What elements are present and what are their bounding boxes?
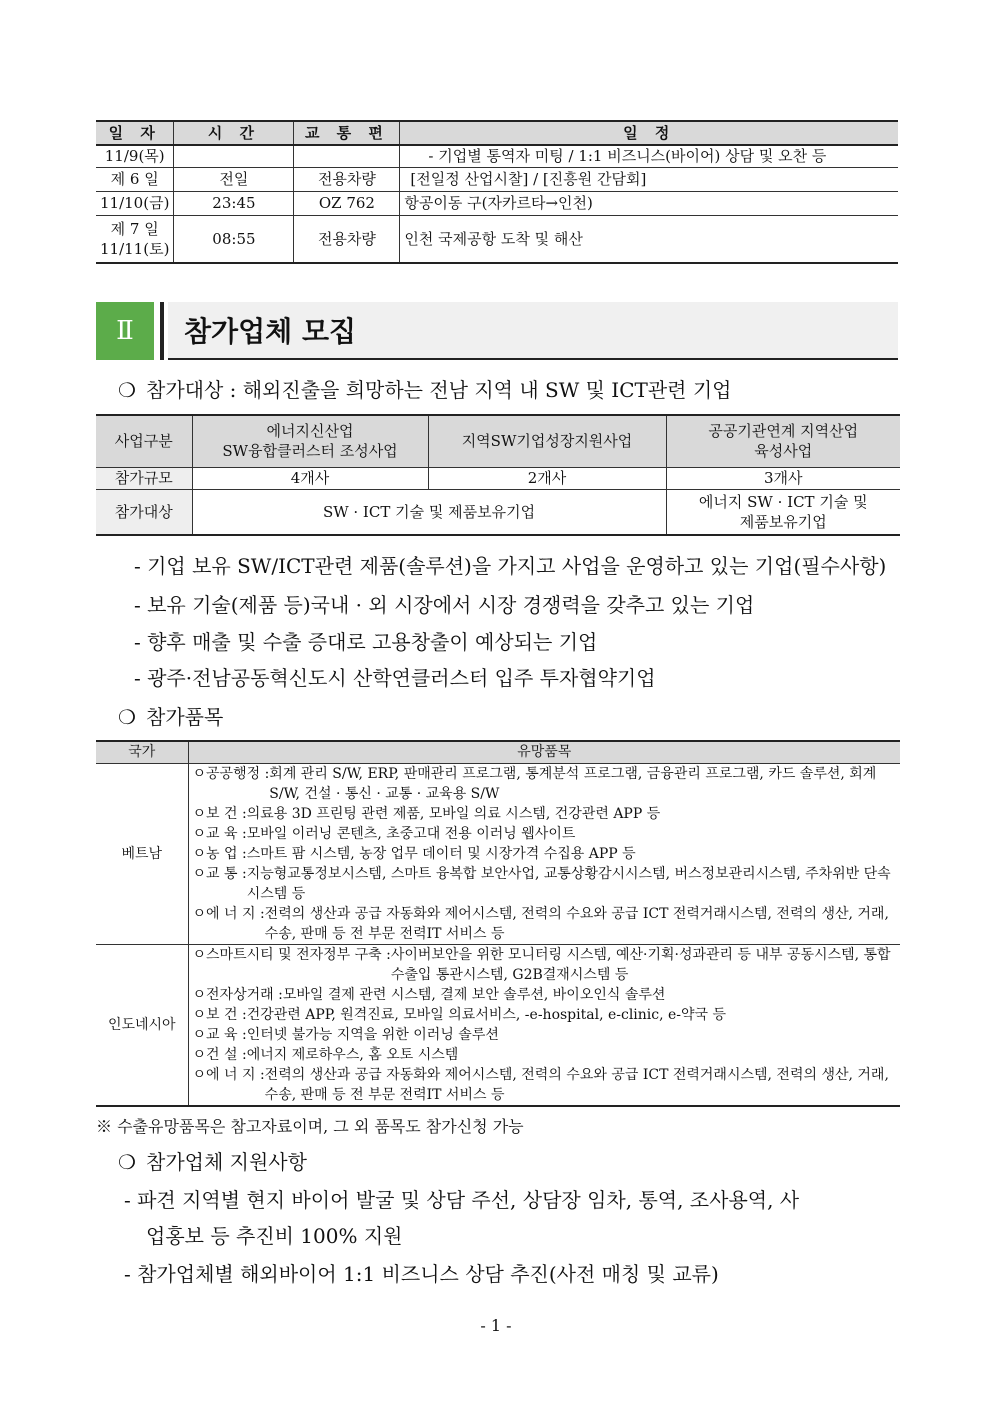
item-text: 건강관련 APP, 원격진료, 모바일 의료서비스, -e-hospital, e-clinic, e-약국 등	[246, 1006, 727, 1023]
items-bullet	[118, 701, 223, 730]
item-line	[193, 945, 897, 985]
header-public-link-line2: 육성사업	[754, 442, 813, 461]
cell-plan: - 기업별 통역자 미팅 / 1:1 비즈니스(바이어) 상담 및 오찬 등	[400, 145, 898, 167]
cell-transport	[294, 145, 400, 167]
item-text: 전력의 생산과 공급 자동화와 제어시스템, 전력의 수요와 공급 ICT 전력거래시스템, 전력의 생산, 거래, 수송, 판매 등 전 부문 전력IT 서비스 등	[264, 905, 889, 942]
cell-transport: 전용차량	[294, 215, 400, 263]
page-number: - 1 -	[480, 1316, 512, 1335]
header-regional-sw: 지역SW기업성장지원사업	[428, 415, 666, 467]
circle-bullet-icon: ❍	[118, 378, 136, 402]
section-number: Ⅱ	[96, 302, 154, 360]
item-label: ㅇ전자상거래 :	[192, 986, 283, 1003]
item-line	[193, 764, 897, 804]
item-label: ㅇ스마트시티 및 전자정부 구축 :	[192, 946, 391, 963]
section-title: 참가업체 모집	[168, 302, 898, 358]
cell-scale-2: 2개사	[428, 467, 666, 489]
header-energy-sw-line2: SW융합클러스터 조성사업	[222, 442, 398, 461]
date-calendar: 11/11(토)	[100, 239, 170, 258]
item-text: 에너지 제로하우스, 홈 오토 시스템	[246, 1046, 459, 1063]
cell-date: 11/9(목)	[96, 145, 174, 167]
item-line	[193, 1005, 897, 1025]
item-label: ㅇ에 너 지 :	[192, 1066, 265, 1083]
support-bullet-text: 참가업체 지원사항	[146, 1150, 307, 1174]
cell-scale-1: 4개사	[192, 467, 428, 489]
item-line	[193, 844, 897, 864]
header-time: 시 간	[174, 121, 294, 145]
item-line	[193, 1025, 897, 1045]
item-line	[193, 1065, 897, 1105]
item-line	[193, 824, 897, 844]
cell-target-sw-ict: SW · ICT 기술 및 제품보유기업	[192, 489, 666, 535]
cell-target-energy	[666, 489, 900, 535]
item-text: 모바일 결제 관련 시스템, 결제 보안 솔루션, 바이오인식 솔루션	[282, 986, 666, 1003]
header-public-link	[666, 415, 900, 467]
item-line	[193, 804, 897, 824]
cell-plan: 인천 국제공항 도착 및 해산	[400, 215, 898, 263]
item-text: 지능형교통정보시스템, 스마트 융복합 보안사업, 교통상황감시시스템, 버스정보관리시스템, 주차위반 단속시스템 등	[246, 865, 891, 902]
item-line	[193, 985, 897, 1005]
header-country: 국가	[96, 741, 188, 763]
cell-transport: OZ 762	[294, 191, 400, 215]
table-row	[96, 191, 898, 215]
item-label: ㅇ교 육 :	[192, 1026, 247, 1043]
item-label: ㅇ농 업 :	[192, 845, 247, 862]
item-line	[193, 864, 897, 904]
schedule-table	[96, 120, 898, 264]
cell-transport: 전용차량	[294, 167, 400, 191]
item-label: ㅇ보 건 :	[192, 1006, 247, 1023]
cell-time	[174, 145, 294, 167]
cell-date	[96, 215, 174, 263]
cell-date: 11/10(금)	[96, 191, 174, 215]
participation-table	[96, 414, 900, 536]
items-bullet-text: 참가품목	[146, 705, 224, 729]
cell-target-energy-line1: 에너지 SW · ICT 기술 및	[698, 492, 868, 511]
item-label: ㅇ교 통 :	[192, 865, 247, 882]
participation-header-row	[96, 415, 900, 467]
vietnam-items	[188, 763, 900, 944]
header-energy-sw-line1: 에너지신산업	[266, 422, 354, 441]
item-label: ㅇ교 육 :	[192, 825, 247, 842]
requirement-item: - 향후 매출 및 수출 증대로 고용창출이 예상되는 기업	[134, 630, 598, 654]
table-row	[96, 167, 898, 191]
requirement-item: - 기업 보유 SW/ICT관련 제품(솔루션)을 가지고 사업을 운영하고 있는 기업(필수사항)	[134, 554, 887, 578]
header-transport: 교 통 편	[294, 121, 400, 145]
item-label: ㅇ건 설 :	[192, 1046, 247, 1063]
requirement-item: - 광주·전남공동혁신도시 산학연클러스터 입주 투자협약기업	[134, 666, 656, 690]
item-label: ㅇ에 너 지 :	[192, 905, 265, 922]
support-item-continued: 업홍보 등 추진비 100% 지원	[146, 1224, 403, 1248]
circle-bullet-icon: ❍	[118, 1150, 136, 1174]
header-plan: 일 정	[400, 121, 898, 145]
item-text: 사이버보안을 위한 모니터링 시스템, 예산·기획·성과관리 등 내부 공동시스템, 통합 수출입 통관시스템, G2B결재시스템 등	[390, 946, 891, 983]
table-row	[96, 763, 900, 944]
items-header-row	[96, 741, 900, 763]
header-category: 사업구분	[96, 415, 192, 467]
cell-scale-3: 3개사	[666, 467, 900, 489]
cell-target-energy-line2: 제품보유기업	[739, 512, 827, 531]
table-row	[96, 215, 898, 263]
cell-date: 제 6 일	[96, 167, 174, 191]
support-item: - 파견 지역별 현지 바이어 발굴 및 상담 주선, 상담장 임차, 통역, 조사용역, 사	[124, 1188, 800, 1212]
target-text: 참가대상 : 해외진출을 희망하는 전남 지역 내 SW 및 ICT관련 기업	[146, 378, 732, 402]
items-note: ※ 수출유망품목은 참고자료이며, 그 외 품목도 참가신청 가능	[96, 1117, 524, 1136]
target-bullet	[118, 374, 731, 403]
support-bullet	[118, 1146, 307, 1175]
cell-plan: 항공이동 구(자카르타→인천)	[400, 191, 898, 215]
cell-time: 전일	[174, 167, 294, 191]
cell-time: 23:45	[174, 191, 294, 215]
support-item: - 참가업체별 해외바이어 1:1 비즈니스 상담 추진(사전 매칭 및 교류)	[124, 1262, 719, 1286]
item-text: 회계 관리 S/W, ERP, 판매관리 프로그램, 통계분석 프로그램, 금융관리 프로그램, 카드 솔루션, 회계 S/W, 건설 · 통신 · 교통 · 교육용 S/W	[269, 765, 877, 802]
country-indonesia: 인도네시아	[96, 944, 188, 1106]
item-text: 모바일 이러닝 콘텐츠, 초중고대 전용 이러닝 웹사이트	[246, 825, 576, 842]
table-row	[96, 944, 900, 1106]
section-underline	[168, 358, 898, 360]
table-row	[96, 467, 900, 489]
country-vietnam: 베트남	[96, 763, 188, 944]
item-line	[193, 1045, 897, 1065]
cell-plan: [전일정 산업시찰] / [진흥원 간담회]	[400, 167, 898, 191]
item-text: 스마트 팜 시스템, 농장 업무 데이터 및 시장가격 수집용 APP 등	[246, 845, 636, 862]
table-row	[96, 145, 898, 167]
item-text: 인터넷 불가능 지역을 위한 이러닝 솔루션	[246, 1026, 499, 1043]
items-table	[96, 740, 900, 1107]
row-label-target: 참가대상	[96, 489, 192, 535]
item-label: ㅇ공공행정 :	[192, 765, 270, 782]
row-label-scale: 참가규모	[96, 467, 192, 489]
date-day: 제 7 일	[110, 219, 159, 238]
table-row	[96, 489, 900, 535]
item-text: 전력의 생산과 공급 자동화와 제어시스템, 전력의 수요와 공급 ICT 전력거래시스템, 전력의 생산, 거래, 수송, 판매 등 전 부문 전력IT 서비스 등	[264, 1066, 889, 1103]
indonesia-items	[188, 944, 900, 1106]
header-energy-sw	[192, 415, 428, 467]
section-divider	[160, 302, 164, 360]
item-line	[193, 904, 897, 944]
requirement-item: - 보유 기술(제품 등)국내 · 외 시장에서 시장 경쟁력을 갖추고 있는 기업	[134, 593, 755, 617]
header-date: 일 자	[96, 121, 174, 145]
section-header	[96, 302, 898, 360]
header-public-link-line1: 공공기관연계 지역산업	[708, 422, 859, 441]
item-label: ㅇ보 건 :	[192, 805, 247, 822]
header-items: 유망품목	[188, 741, 900, 763]
cell-time: 08:55	[174, 215, 294, 263]
circle-bullet-icon: ❍	[118, 705, 136, 729]
schedule-header-row	[96, 121, 898, 145]
item-text: 의료용 3D 프린팅 관련 제품, 모바일 의료 시스템, 건강관련 APP 등	[246, 805, 661, 822]
